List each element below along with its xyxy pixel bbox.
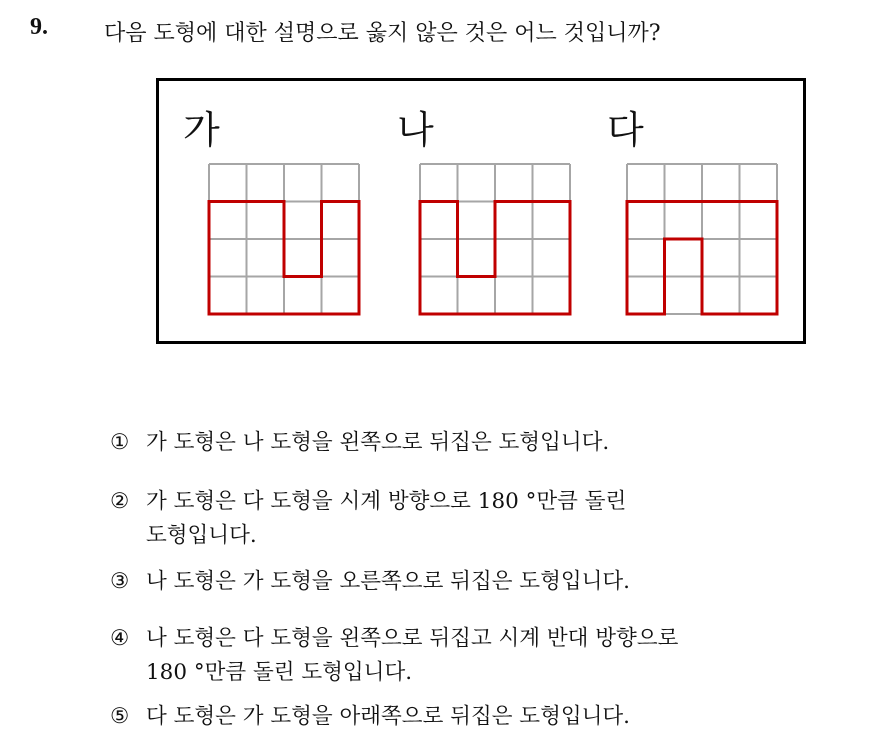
figure-label-ga: 가 [183, 108, 220, 152]
option-4-text: 나 도형은 다 도형을 왼쪽으로 뒤집고 시계 반대 방향으로 [146, 626, 679, 651]
option-3-marker: ③ [110, 569, 130, 594]
question-number: 9. [30, 14, 48, 40]
option-2-marker: ② [110, 489, 130, 514]
figure-ga-grid [209, 164, 359, 314]
option-2[interactable] [110, 485, 626, 553]
option-1[interactable] [110, 426, 609, 460]
figure-na-grid [420, 164, 570, 314]
option-3-text: 나 도형은 가 도형을 오른쪽으로 뒤집은 도형입니다. [146, 569, 630, 594]
option-4-text-line2: 180 °만큼 돌린 도형입니다. [146, 660, 413, 685]
figures-drawing [159, 81, 809, 347]
figure-da-grid [627, 164, 777, 314]
option-1-marker: ① [110, 430, 130, 455]
option-5-marker: ⑤ [110, 704, 130, 729]
option-5-text: 다 도형은 가 도형을 아래쪽으로 뒤집은 도형입니다. [146, 704, 630, 729]
option-2-text-line2: 도형입니다. [146, 523, 257, 548]
option-1-text: 가 도형은 나 도형을 왼쪽으로 뒤집은 도형입니다. [146, 430, 610, 455]
figure-label-da: 다 [607, 108, 644, 152]
option-4-marker: ④ [110, 626, 130, 651]
option-2-text: 가 도형은 다 도형을 시계 방향으로 180 °만큼 돌린 [146, 489, 627, 514]
option-5[interactable] [110, 700, 630, 734]
option-3[interactable] [110, 565, 630, 599]
option-4[interactable] [110, 622, 678, 690]
figure-box [156, 78, 806, 344]
question-text: 다음 도형에 대한 설명으로 옳지 않은 것은 어느 것입니까? [104, 21, 661, 46]
figure-label-na: 나 [397, 108, 434, 152]
